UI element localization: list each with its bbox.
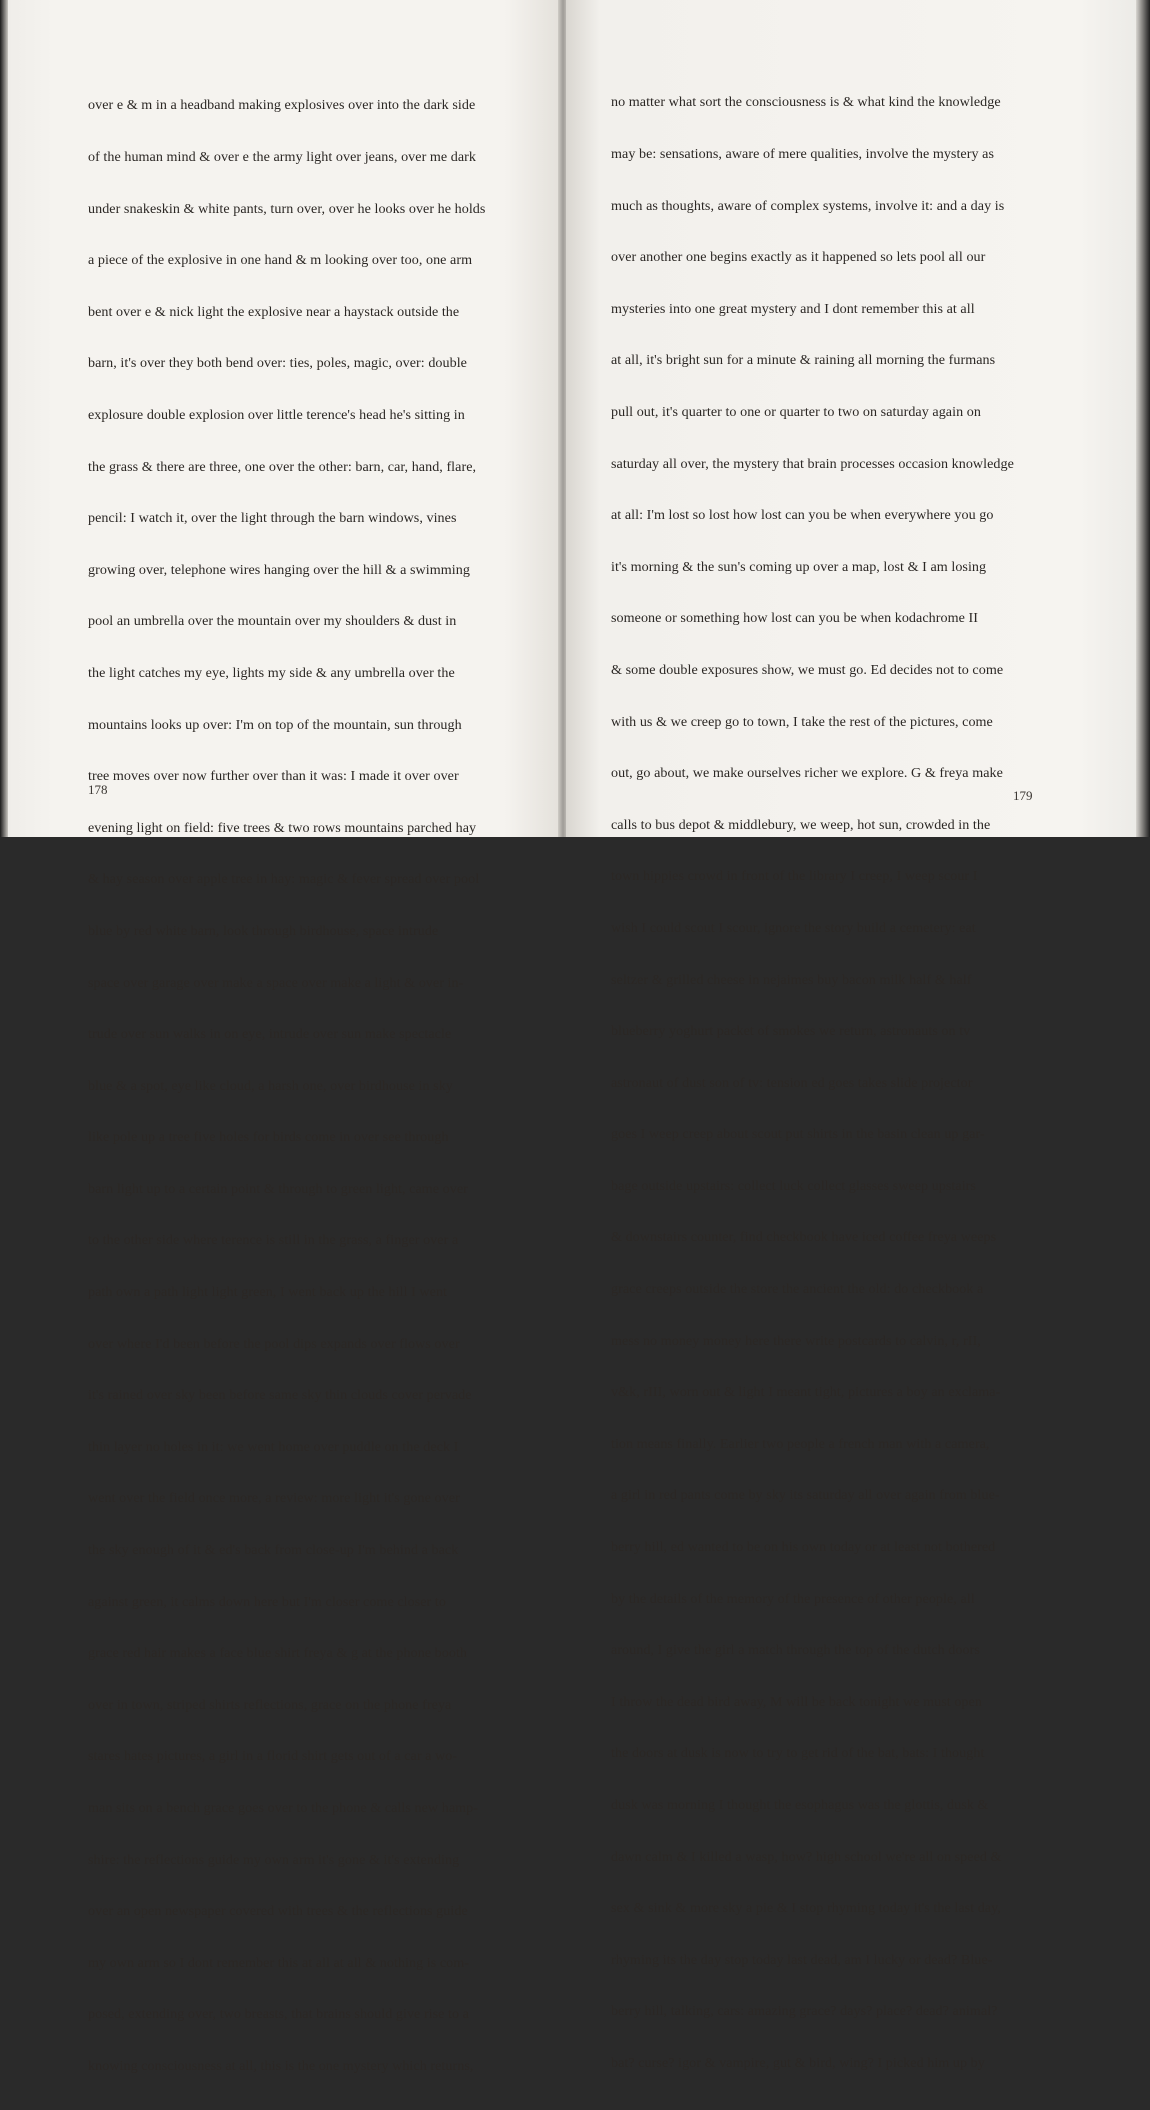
text-line: pull out, it's quarter to one or quarter to two on saturday again on: [611, 403, 981, 420]
text-line: shire: the reflections guide my own arm it's gone & it's extending: [88, 1851, 460, 1868]
text-line: like pole up a tree five holes for birds come in over see through: [88, 1129, 449, 1146]
text-line: & some double exposures show, we must go. Ed decides not to come: [611, 661, 1004, 678]
text-line: & hay season over apple tree in hay: magic & fever spread over pool: [88, 871, 480, 888]
text-line: growing over, telephone wires hanging over the hill & a swimming: [88, 561, 470, 578]
text-line: against green, it calms down here but I'm closer come closer to: [88, 1593, 446, 1610]
text-line: bat? curse? igor & vampire, gut & bird, wing? I picked him up by: [611, 2054, 985, 2071]
text-line: sex & sink & more sky a pie & I stop rhyming today it's the last day,: [611, 1900, 1001, 1917]
text-line: it's morning & the sun's coming up over a map, lost & I am losing: [611, 558, 987, 575]
right-page-text: [611, 60, 1014, 2107]
text-line: seltzer & grilled cheese in nejaimes buy bacon milk half & half: [611, 971, 972, 988]
text-line: berry hill, ed wanted to be on his own today or at least not bothered: [611, 1539, 996, 1556]
text-line: rhyming its the day stop today last dead, am I lucky or dead? Blue-: [611, 1951, 993, 1968]
text-line: went over the field once more, a review: more light it's gone over: [88, 1490, 460, 1507]
text-line: over e & m in a headband making explosives over into the dark side: [88, 97, 476, 114]
text-line: bent over e & nick light the explosive near a haystack outside the: [88, 303, 460, 320]
text-line: the sky enough of it & ed's back from close-up I'm behind a back: [88, 1542, 459, 1559]
text-line: thin layer no holes in it: we went home over puddle on the deck I: [88, 1438, 459, 1455]
text-line: to the other side where terence is still in the grass, a finger over a: [88, 1232, 459, 1249]
text-line: a girl in red pants come by sky its saturday all over again from blue-: [611, 1487, 1000, 1504]
text-line: I throw the dead bird away, M will be back tonight we must open: [611, 1693, 982, 1710]
text-line: a piece of the explosive in one hand & m looking over too, one arm: [88, 252, 473, 269]
text-line: pool an umbrella over the mountain over my shoulders & dust in: [88, 613, 457, 630]
text-line: bage outside upstairs: collect luck collect glasses sweep upstairs: [611, 1177, 976, 1194]
page-number: 178: [88, 782, 108, 797]
text-line: the light catches my eye, lights my side & any umbrella over the: [88, 664, 455, 681]
left-page-text: [88, 63, 485, 2110]
text-line: & downstairs counter, find checkbook have iced coffee freya weeps: [611, 1229, 997, 1246]
text-line: posed, extending over, two breasts, that brains should give rise to a: [88, 2006, 469, 2023]
text-line: goes I weep creep about scout put shirts in the basin clean up gar-: [611, 1126, 985, 1143]
text-line: mountains looks up over: I'm on top of the mountain, sun through: [88, 716, 462, 733]
text-line: dawn calm & I killed a wasp, how? high school we're all on speed &: [611, 1848, 1002, 1865]
text-line: may be: sensations, aware of mere qualities, involve the mystery as: [611, 146, 994, 162]
text-line: saturday all over, the mystery that brain processes occasion knowledge: [611, 455, 1014, 472]
text-line: man sits on a bench grace goes over to the phone & calls new hamp-: [88, 1800, 478, 1816]
text-line: no matter what sort the consciousness is & what kind the knowledge: [611, 94, 1001, 111]
text-line: out, go about, we make ourselves richer we explore. G & freya make: [611, 765, 1003, 782]
text-line: dusk was morning I thought the esophagus was the glottis, dusk &: [611, 1797, 989, 1813]
text-line: space over garage over make a space over make a light & over in-: [88, 974, 464, 991]
text-line: blue by red white barn, look through birdhouse, space intrude: [88, 922, 439, 939]
right-page-edge: [1136, 0, 1150, 837]
text-line: over in town, striped shirts reflections, grace on the phone freya: [88, 1696, 452, 1713]
page-number: 179: [1013, 788, 1033, 803]
left-page: [8, 0, 560, 2074]
text-line: blue & a spot, eye like cloud, a harsh one, over birdhouse in sky: [88, 1077, 453, 1094]
text-line: wish I could scout I scour, ignore the story build a cemetery: eat: [611, 919, 976, 936]
text-line: my own arm so I dont remember this at all at all & nothing is com-: [88, 1954, 470, 1971]
text-line: at all: I'm lost so lost how lost can you be when everywhere you go: [611, 507, 994, 524]
text-line: the doors at dusk is now to try to get rid of the bat, bats: I thought: [611, 1745, 985, 1762]
text-line: much as thoughts, aware of complex systems, involve it: and a day is: [611, 197, 1005, 214]
text-line: under snakeskin & white pants, turn over, over he looks over he holds: [88, 200, 486, 217]
text-line: tion means finally. Earlier two people a french man with a camera,: [611, 1435, 990, 1452]
text-line: around, I give the girl a match through the top of the dutch doors: [611, 1642, 980, 1659]
text-line: grace red hair makes a face blue shirt freya & g at the phone booth: [88, 1645, 468, 1662]
text-line: mess no money money here there write postcards to calvin, r, rII,: [611, 1332, 981, 1349]
text-line: over another one begins exactly as it happened so lets pool all our: [611, 249, 986, 266]
text-line: town hippies crowd in front of the library I creep, I weep scour I: [611, 868, 978, 885]
text-line: stares hates pictures, a girl in a florid shirt gets out of a car a wo-: [88, 1748, 458, 1765]
text-line: trude over sun walks in on eye, intrude over sun make spectacle: [88, 1026, 452, 1043]
text-line: with us & we creep go to town, I take the rest of the pictures, come: [611, 713, 993, 730]
text-line: evening light on field: five trees & two rows mountains parched hay: [88, 819, 477, 836]
text-line: v&k, rIII, worn out & light I meant tight, pictures a boy an exclama-: [611, 1384, 1001, 1401]
text-line: grace creeps outside the store the ancient the old: do checkbook a: [611, 1281, 984, 1298]
text-line: by the details of the memory of the presence of other people, all: [611, 1590, 975, 1607]
text-line: knowing consciousness at all, this is the one mystery which returns,: [88, 2057, 474, 2074]
text-line: the grass & there are three, one over the other: barn, car, hand, flare,: [88, 458, 477, 475]
right-page: [566, 0, 1136, 2071]
text-line: calls to bus depot & middlebury, we weep, hot sun, crowded in the: [611, 816, 991, 833]
text-line: over an open newspaper covered with trees & the reflections guide: [88, 1903, 468, 1920]
text-line: mysteries into one great mystery and I dont remember this at all: [611, 300, 975, 317]
text-line: tree moves over now further over than it was: I made it over over: [88, 768, 459, 785]
left-page-edge: [0, 0, 8, 837]
text-line: explosure double explosion over little terence's head he's sitting in: [88, 406, 465, 423]
text-line: blueberry yoghurt packet of smokes we return, astronauts on tv: [611, 1023, 971, 1040]
text-line: barn, it's over they both bend over: ties, poles, magic, over: double: [88, 355, 467, 372]
text-line: pencil: I watch it, over the light through the barn windows, vines: [88, 510, 457, 527]
text-line: berry hill, talking, cars: amazing grace? days? place? dead? animal?: [611, 2003, 998, 2020]
text-line: path own a path light light green, I went back up the hill I went: [88, 1284, 448, 1301]
text-line: of the human mind & over e the army light over jeans, over me dark: [88, 149, 477, 165]
text-line: it's rained over sky been before same sky thin clouds cover pervade: [88, 1387, 472, 1404]
text-line: at all, it's bright sun for a minute & raining all morning the furmans: [611, 352, 996, 369]
text-line: barn light up to a certain point & through to green light, came over: [88, 1180, 468, 1197]
text-line: astronaut of dust son of tv: tension ed goes takes slide projector: [611, 1074, 973, 1091]
text-line: over where I'd been before the pool dips expands over flows over: [88, 1335, 460, 1352]
text-line: someone or something how lost can you be when kodachrome II: [611, 610, 978, 627]
